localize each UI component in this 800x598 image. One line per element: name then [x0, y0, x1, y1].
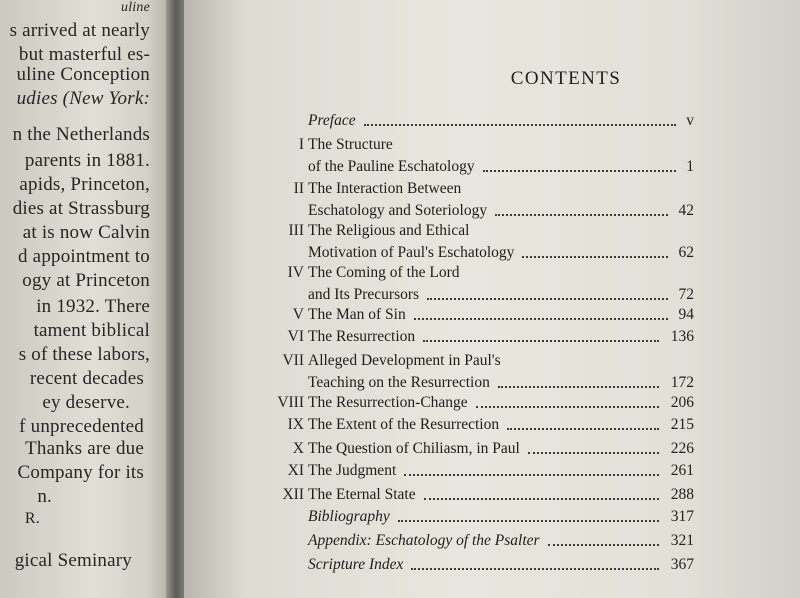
left-page-line: at is now Calvin — [22, 222, 150, 243]
entry-title-line: The Coming of the Lord — [308, 264, 460, 281]
dot-leader — [411, 556, 659, 570]
entry-title-line: Motivation of Paul's Eschatology — [308, 244, 515, 261]
entry-title-line: The Eternal State — [308, 486, 416, 503]
dot-leader — [528, 440, 659, 454]
left-page-line: d appointment to — [18, 246, 150, 267]
toc-entry — [184, 486, 800, 508]
entry-title-line: The Judgment — [308, 462, 397, 479]
toc-entry — [184, 440, 800, 462]
page-number: 1 — [686, 158, 694, 175]
toc-entry — [184, 508, 800, 530]
page-number: 72 — [678, 286, 694, 303]
page-number: 261 — [670, 462, 694, 479]
dot-leader — [498, 374, 659, 388]
dot-leader — [398, 508, 659, 522]
toc-entry — [184, 556, 800, 578]
entry-title-line: Eschatology and Soteriology — [308, 202, 488, 219]
entry-title-line: The Interaction Between — [308, 180, 462, 197]
page-number: 288 — [670, 486, 694, 503]
left-page-line: s arrived at nearly — [9, 20, 150, 41]
left-page-line: R. — [24, 510, 40, 527]
chapter-number: XII — [282, 486, 304, 503]
toc-entry — [184, 416, 800, 438]
toc-entry — [184, 352, 800, 396]
left-page-line: s of these labors, — [18, 344, 150, 365]
dot-leader — [507, 416, 659, 430]
entry-title-line: Scripture Index — [308, 556, 404, 573]
dot-leader — [495, 202, 668, 216]
toc-entry — [184, 112, 800, 134]
page-number: 317 — [670, 508, 694, 525]
entry-title-line: and Its Precursors — [308, 286, 420, 303]
entry-title-line: The Extent of the Resurrection — [308, 416, 500, 433]
dot-leader — [414, 306, 668, 320]
left-page-line: gical Seminary — [14, 550, 132, 571]
left-page-line: n. — [37, 486, 52, 507]
left-page-line: uline — [121, 0, 150, 15]
page-number: 172 — [670, 374, 694, 391]
toc-entry — [184, 222, 800, 266]
dot-leader — [424, 486, 659, 500]
page-number: 94 — [678, 306, 694, 323]
left-page-line: in 1932. There — [36, 296, 150, 317]
dot-leader — [423, 328, 659, 342]
chapter-number: III — [288, 222, 304, 239]
toc-entry — [184, 462, 800, 484]
dot-leader — [483, 158, 676, 172]
left-page-line: ogy at Princeton — [22, 270, 150, 291]
entry-title-line: Bibliography — [308, 508, 390, 525]
page-number: v — [686, 112, 694, 129]
left-page-line: f unprecedented — [19, 416, 144, 437]
toc-entry — [184, 264, 800, 308]
toc-entry — [184, 532, 800, 554]
page-number: 215 — [670, 416, 694, 433]
toc-entry — [184, 180, 800, 224]
chapter-number: V — [292, 306, 304, 323]
left-page-line: ey deserve. — [42, 392, 130, 413]
right-page — [184, 0, 800, 598]
left-page-line: Company for its — [17, 462, 144, 483]
left-page-line: dies at Strassburg — [12, 198, 150, 219]
entry-title-line: Preface — [308, 112, 356, 129]
toc-entry — [184, 328, 800, 350]
left-page-line: tament biblical — [33, 320, 150, 341]
toc-entry — [184, 306, 800, 328]
left-page — [0, 0, 172, 598]
page-number: 226 — [670, 440, 694, 457]
entry-title-line: The Resurrection-Change — [308, 394, 468, 411]
toc-entry — [184, 136, 800, 180]
page-number: 62 — [678, 244, 694, 261]
chapter-number: VII — [282, 352, 304, 369]
entry-title-line: The Structure — [308, 136, 393, 153]
left-page-line: uline Conception — [16, 64, 150, 85]
entry-title-line: Teaching on the Resurrection — [308, 374, 490, 391]
page-number: 367 — [670, 556, 694, 573]
chapter-number: IV — [287, 264, 304, 281]
page-number: 206 — [670, 394, 694, 411]
left-page-line: parents in 1881. — [24, 150, 150, 171]
entry-title-line: The Question of Chiliasm, in Paul — [308, 440, 520, 457]
chapter-number: IX — [287, 416, 304, 433]
left-page-line: but masterful es- — [18, 44, 150, 65]
dot-leader — [522, 244, 668, 258]
dot-leader — [404, 462, 659, 476]
entry-title-line: The Man of Sin — [308, 306, 406, 323]
dot-leader — [476, 394, 659, 408]
left-page-line: apids, Princeton, — [19, 174, 150, 195]
entry-title-line: Appendix: Eschatology of the Psalter — [308, 532, 540, 549]
entry-title-line: of the Pauline Eschatology — [308, 158, 475, 175]
left-page-line: udies (New York: — [16, 88, 150, 109]
left-page-line: recent decades — [29, 368, 144, 389]
entry-title-line: The Resurrection — [308, 328, 416, 345]
dot-leader — [427, 286, 668, 300]
dot-leader — [548, 532, 659, 546]
chapter-number: XI — [287, 462, 304, 479]
toc-entry — [184, 394, 800, 416]
page-number: 136 — [670, 328, 694, 345]
left-page-line: n the Netherlands — [12, 124, 150, 145]
chapter-number: I — [298, 136, 304, 153]
contents-heading: CONTENTS — [510, 68, 622, 89]
chapter-number: VI — [287, 328, 304, 345]
chapter-number: X — [292, 440, 304, 457]
entry-title-line: Alleged Development in Paul's — [308, 352, 501, 369]
entry-title-line: The Religious and Ethical — [308, 222, 470, 239]
dot-leader — [364, 112, 676, 126]
page-number: 42 — [678, 202, 694, 219]
chapter-number: VIII — [277, 394, 304, 411]
page-number: 321 — [670, 532, 694, 549]
chapter-number: II — [293, 180, 304, 197]
left-page-line: Thanks are due — [25, 438, 144, 459]
